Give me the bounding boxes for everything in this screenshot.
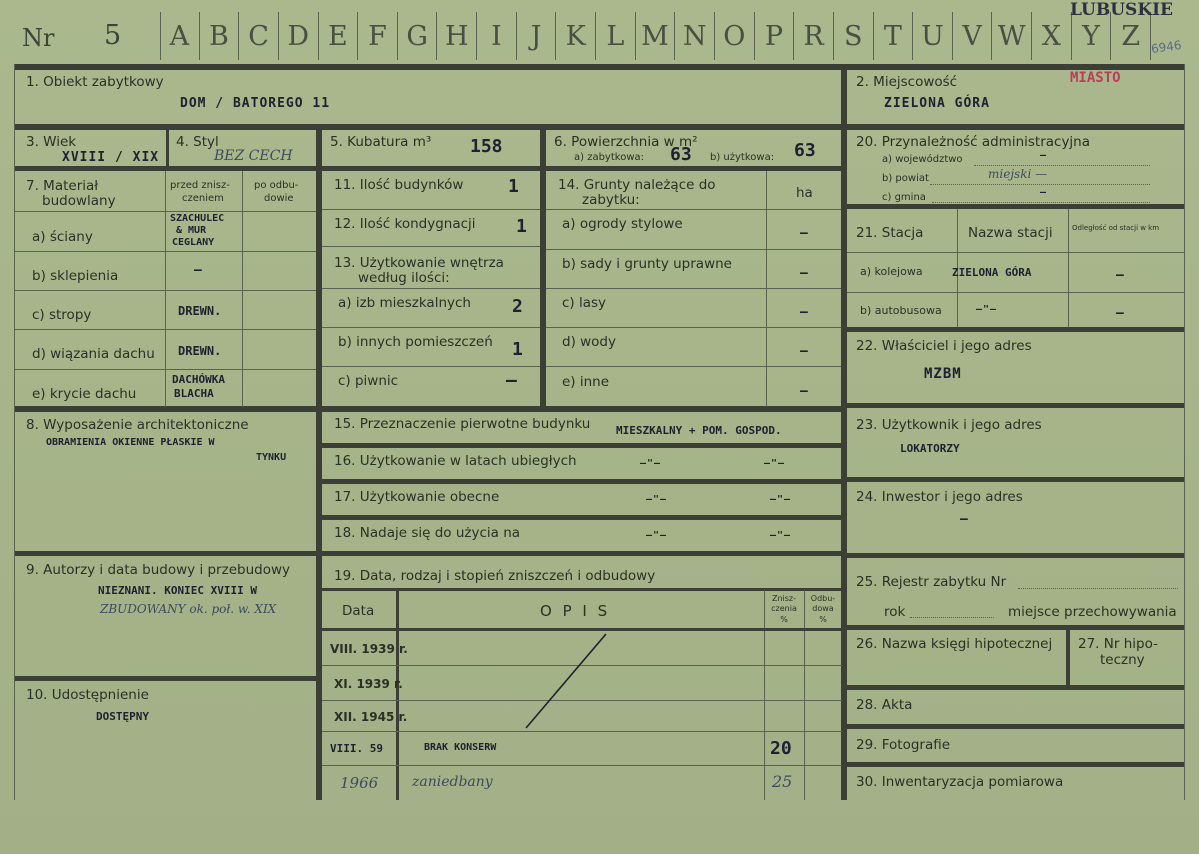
- field-19-col-destruction-pct: %: [780, 615, 788, 624]
- field-19-col-date: Data: [342, 603, 375, 619]
- field-19-row-3-date: XII. 1945 r.: [334, 710, 408, 724]
- field-17-value-2: —"—: [770, 494, 792, 505]
- field-9-label: 9. Autorzy i data budowy i przebudowy: [26, 562, 290, 578]
- index-letter-c: C: [238, 12, 278, 60]
- field-19-row-5-destruction: 25: [772, 772, 793, 791]
- field-20-b-value: miejski —: [988, 167, 1048, 181]
- field-19-col-desc: O P I S: [540, 602, 611, 620]
- field-26-label: 26. Nazwa księgi hipotecznej: [856, 636, 1053, 652]
- field-7-row-e-value-1: DACHÓWKA: [172, 373, 225, 386]
- index-letter-v: V: [952, 12, 992, 60]
- field-14-label-1: 14. Grunty należące do: [558, 177, 716, 193]
- province-stamp: LUBUSKIE: [1070, 0, 1174, 20]
- field-3-value: XVIII / XIX: [62, 150, 160, 165]
- field-7-label-1: 7. Materiał: [26, 178, 99, 194]
- field-23-label: 23. Użytkownik i jego adres: [856, 417, 1042, 433]
- field-7-label-2: budowlany: [42, 193, 116, 209]
- nr-label: Nr: [22, 24, 55, 52]
- field-5-label: 5. Kubatura m³: [330, 134, 432, 150]
- index-letter-m: M: [635, 12, 675, 60]
- field-7-col2a: po odbu-: [254, 180, 299, 191]
- field-14-row-c-value: —: [800, 305, 809, 320]
- index-letter-s: S: [833, 12, 873, 60]
- field-3-label: 3. Wiek: [26, 134, 77, 150]
- field-20-c-label: c) gmina: [882, 192, 926, 203]
- field-7-row-d-label: d) wiązania dachu: [32, 346, 155, 362]
- field-13-row-c-value: —: [506, 370, 517, 391]
- field-7-row-e-value-2: BLACHA: [174, 387, 214, 400]
- field-20-c-value: —: [1040, 187, 1048, 198]
- field-13-row-b-label: b) innych pomieszczeń: [338, 334, 493, 350]
- field-18-value-2: —"—: [770, 530, 792, 541]
- field-1-label: 1. Obiekt zabytkowy: [26, 74, 164, 90]
- index-letter-p: P: [754, 12, 794, 60]
- field-21-row-a-label: a) kolejowa: [860, 265, 923, 278]
- field-25-label: 25. Rejestr zabytku Nr: [856, 574, 1007, 590]
- field-21-row-b-distance: —: [1116, 306, 1125, 321]
- index-letter-d: D: [278, 12, 318, 60]
- field-14-row-b-label: b) sady i grunty uprawne: [562, 256, 732, 272]
- index-letter-a: A: [169, 20, 190, 52]
- field-19-col-rebuild-pct: %: [819, 615, 827, 624]
- field-8-value-2: TYNKU: [256, 452, 287, 463]
- field-7-row-a-label: a) ściany: [32, 229, 93, 245]
- field-7-col1a: przed znisz-: [170, 180, 230, 191]
- field-15-value: MIESZKALNY + POM. GOSPOD.: [616, 424, 782, 437]
- field-14-label-2: zabytku:: [582, 192, 640, 208]
- field-7-row-b-value: —: [194, 263, 203, 278]
- field-21-row-b-name: —"—: [976, 304, 998, 315]
- field-5-value: 158: [470, 136, 503, 157]
- field-7-row-b-label: b) sklepienia: [32, 268, 119, 284]
- index-letter-l: L: [595, 12, 635, 60]
- field-11-value: 1: [508, 176, 519, 197]
- field-11-label: 11. Ilość budynków: [334, 177, 464, 193]
- index-letter-w: W: [991, 12, 1031, 60]
- field-20-a-label: a) województwo: [882, 154, 963, 165]
- field-19-col-destruction-2: czenia: [771, 604, 797, 613]
- field-7-row-a-value-3: CEGLANY: [172, 237, 215, 248]
- field-4-value: BEZ CECH: [214, 148, 293, 164]
- field-19-row-4-desc: BRAK KONSERW: [424, 742, 497, 753]
- index-letter-x: X: [1031, 12, 1071, 60]
- index-letters: [160, 12, 1150, 60]
- field-19-row-4-date: VIII. 59: [330, 742, 383, 755]
- field-13-label-2: według ilości:: [358, 270, 450, 286]
- index-letter-t: T: [873, 12, 913, 60]
- field-14-row-a-value: —: [800, 226, 809, 241]
- field-19-label: 19. Data, rodzaj i stopień zniszczeń i odbudowy: [334, 568, 656, 584]
- field-7-row-c-label: c) stropy: [32, 307, 92, 323]
- field-6-label: 6. Powierzchnia w m²: [554, 134, 698, 150]
- index-letter-g: G: [397, 12, 437, 60]
- field-25-place-label: miejsce przechowywania: [1008, 604, 1177, 620]
- field-16-label: 16. Użytkowanie w latach ubiegłych: [334, 453, 577, 469]
- field-17-value-1: —"—: [646, 494, 668, 505]
- field-6-a-label: a) zabytkowa:: [574, 152, 644, 163]
- field-8-value-1: OBRAMIENIA OKIENNE PŁASKIE W: [46, 437, 215, 448]
- field-30-label: 30. Inwentaryzacja pomiarowa: [856, 774, 1064, 790]
- field-7-row-c-value: DREWN.: [178, 304, 222, 318]
- field-25-year-label: rok: [884, 604, 906, 620]
- field-14-row-a-label: a) ogrody stylowe: [562, 216, 683, 232]
- index-letter-h: H: [436, 12, 476, 60]
- field-19-col-rebuild-2: dowa: [812, 604, 834, 613]
- field-2-value: ZIELONA GÓRA: [884, 96, 990, 111]
- field-7-row-a-value-2: & MUR: [176, 225, 207, 236]
- cancellation-line: [520, 630, 610, 730]
- field-29-label: 29. Fotografie: [856, 737, 951, 753]
- field-14-row-d-value: —: [800, 344, 809, 359]
- index-letter-e: E: [318, 12, 358, 60]
- field-12-label: 12. Ilość kondygnacji: [334, 216, 476, 232]
- field-2-stamp: MIASTO: [1070, 70, 1121, 86]
- field-10-value: DOSTĘPNY: [96, 710, 149, 723]
- field-7-row-a-value-1: SZACHULEC: [170, 213, 225, 224]
- field-1-value: DOM / BATOREGO 11: [180, 96, 331, 111]
- field-22-value: MZBM: [924, 366, 962, 382]
- field-7-row-d-value: DREWN.: [178, 344, 222, 358]
- index-letter-b: B: [199, 12, 239, 60]
- index-letter-i: I: [476, 12, 516, 60]
- field-23-value: LOKATORZY: [900, 442, 960, 455]
- field-18-label: 18. Nadaje się do użycia na: [334, 525, 521, 541]
- field-2-label: 2. Miejscowość: [856, 74, 958, 90]
- field-20-label: 20. Przynależność administracyjna: [856, 134, 1091, 150]
- field-6-b-value: 63: [794, 140, 816, 161]
- field-21-row-b-label: b) autobusowa: [860, 304, 942, 317]
- field-13-row-c-label: c) piwnic: [338, 373, 399, 389]
- field-24-value: —: [960, 512, 969, 527]
- index-letter-r: R: [793, 12, 833, 60]
- nr-value: 5: [104, 20, 122, 51]
- field-8-label: 8. Wyposażenie architektoniczne: [26, 417, 249, 433]
- field-21-row-a-distance: —: [1116, 268, 1125, 283]
- index-letter-f: F: [357, 12, 397, 60]
- field-16-value-1: —"—: [640, 458, 662, 469]
- index-letter-u: U: [912, 12, 952, 60]
- field-4-label: 4. Styl: [176, 134, 219, 150]
- field-15-label: 15. Przeznaczenie pierwotne budynku: [334, 416, 591, 432]
- field-27-label-2: teczny: [1100, 652, 1145, 668]
- field-7-row-e-label: e) krycie dachu: [32, 386, 137, 402]
- field-19-col-destruction-1: Znisz-: [771, 594, 797, 603]
- field-13-row-a-label: a) izb mieszkalnych: [338, 295, 471, 311]
- field-18-value-1: —"—: [646, 530, 668, 541]
- field-19-row-5-desc: zaniedbany: [412, 774, 493, 790]
- index-letter-z: Z: [1110, 12, 1150, 60]
- field-22-label: 22. Właściciel i jego adres: [856, 338, 1032, 354]
- field-9-value-1: NIEZNANI. KONIEC XVIII W: [98, 584, 257, 597]
- field-19-row-1-date: VIII. 1939 r.: [330, 642, 408, 656]
- field-7-col2b: dowie: [264, 193, 294, 204]
- field-19-row-2-date: XI. 1939 r.: [334, 677, 403, 691]
- field-28-label: 28. Akta: [856, 697, 913, 713]
- field-14-row-b-value: —: [800, 266, 809, 281]
- field-20-a-value: —: [1040, 150, 1048, 161]
- field-13-row-b-value: 1: [512, 339, 523, 360]
- field-6-a-value: 63: [670, 144, 692, 165]
- field-14-unit: ha: [796, 185, 813, 201]
- field-24-label: 24. Inwestor i jego adres: [856, 489, 1023, 505]
- field-14-row-e-label: e) inne: [562, 374, 610, 390]
- field-19-row-4-destruction: 20: [770, 738, 792, 759]
- index-letter-o: O: [714, 12, 754, 60]
- reference-code: 6946: [1150, 37, 1183, 57]
- field-17-label: 17. Użytkowanie obecne: [334, 489, 500, 505]
- field-12-value: 1: [516, 216, 527, 237]
- field-6-b-label: b) użytkowa:: [710, 152, 775, 163]
- index-letter-k: K: [555, 12, 595, 60]
- field-27-label-1: 27. Nr hipo-: [1078, 636, 1158, 652]
- field-7-col1b: czeniem: [182, 193, 224, 204]
- field-21-label: 21. Stacja: [856, 225, 924, 241]
- field-9-value-2: ZBUDOWANY ok. poł. w. XIX: [100, 602, 277, 616]
- field-14-row-c-label: c) lasy: [562, 295, 607, 311]
- index-letter-n: N: [674, 12, 714, 60]
- field-21-col-name: Nazwa stacji: [968, 225, 1053, 241]
- field-13-row-a-value: 2: [512, 296, 523, 317]
- field-14-row-d-label: d) wody: [562, 334, 616, 350]
- field-21-row-a-name: ZIELONA GÓRA: [952, 266, 1032, 279]
- index-letter-j: J: [516, 12, 556, 60]
- field-19-col-rebuild-1: Odbu-: [810, 594, 836, 603]
- field-19-row-5-date: 1966: [340, 774, 379, 792]
- field-13-label-1: 13. Użytkowanie wnętrza: [334, 255, 504, 271]
- field-16-value-2: —"—: [764, 458, 786, 469]
- field-10-label: 10. Udostępnienie: [26, 687, 149, 703]
- index-letter-y: Y: [1071, 12, 1111, 60]
- field-20-b-label: b) powiat: [882, 173, 929, 184]
- field-21-col-distance: Odległość od stacji w km: [1072, 224, 1160, 232]
- field-14-row-e-value: —: [800, 384, 809, 399]
